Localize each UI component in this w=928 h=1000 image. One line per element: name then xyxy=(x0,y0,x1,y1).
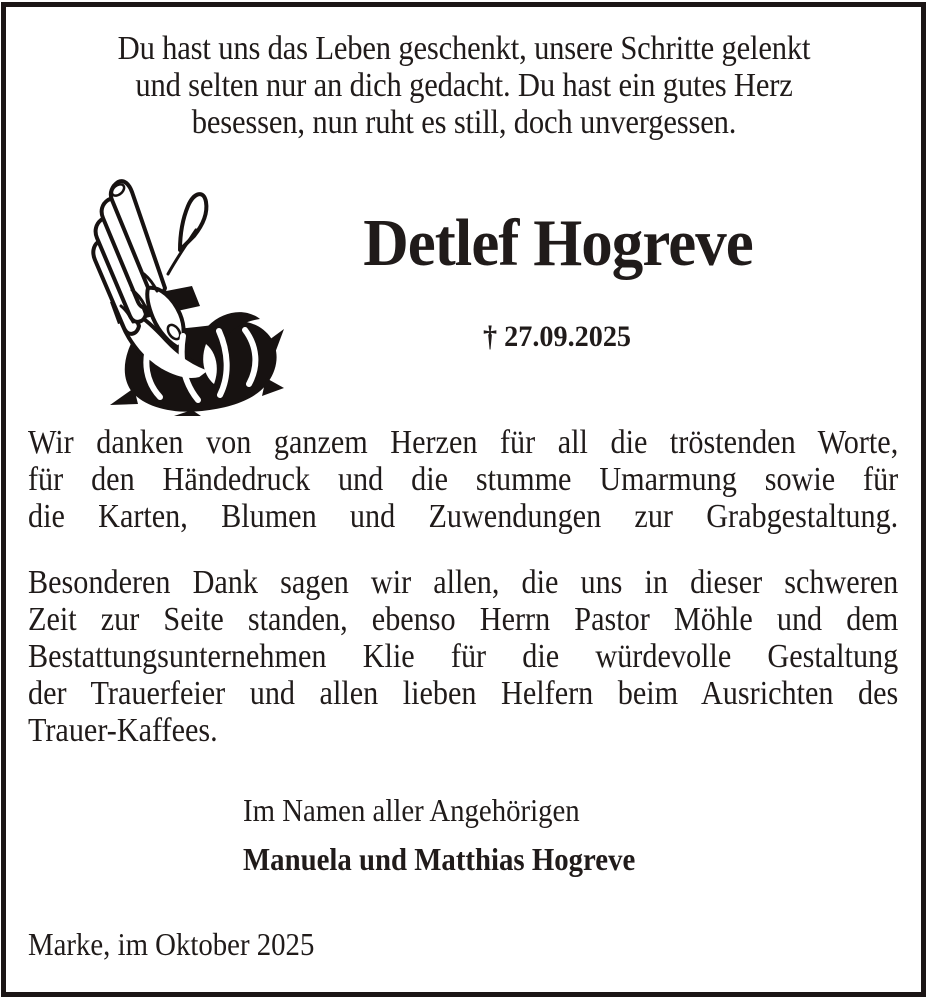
place-date-line: Marke, im Oktober 2025 xyxy=(28,926,315,962)
text-line: Du hast uns das Leben geschenkt, unsere Schritte gelenkt xyxy=(117,30,811,67)
family-names: Manuela und Matthias Hogreve xyxy=(243,841,636,877)
text-line: Trauer-Kaffees. xyxy=(28,712,218,749)
opening-verse xyxy=(28,30,899,141)
text-line: besessen, nun ruht es still, doch unvergessen. xyxy=(191,104,737,141)
text-line: Zeit zur Seite standen, ebenso Herrn Pastor Möhle und dem xyxy=(28,601,899,638)
in-the-name-of-line: Im Namen aller Angehörigen xyxy=(243,792,580,828)
text-line: Bestattungsunternehmen Klie für die würdevolle Gestaltung xyxy=(28,638,899,675)
deceased-name: Detlef Hogreve xyxy=(363,206,753,280)
thanks-paragraph xyxy=(28,424,898,535)
signature-block xyxy=(243,792,635,878)
text-line: Besonderen Dank sagen wir allen, die uns in dieser schweren xyxy=(28,564,899,601)
text-line: und selten nur an dich gedacht. Du hast ein gutes Herz xyxy=(135,67,793,104)
text-line: für den Händedruck und die stumme Umarmung sowie für xyxy=(28,461,899,498)
praying-hands-icon xyxy=(88,176,284,416)
special-thanks-paragraph xyxy=(28,564,898,749)
text-line: die Karten, Blumen und Zuwendungen zur Grabgestaltung. xyxy=(28,498,899,535)
text-line: Wir danken von ganzem Herzen für all die tröstenden Worte, xyxy=(28,424,899,461)
text-line: der Trauerfeier und allen lieben Helfern beim Ausrichten des xyxy=(28,675,899,712)
death-date: † 27.09.2025 xyxy=(482,320,632,353)
